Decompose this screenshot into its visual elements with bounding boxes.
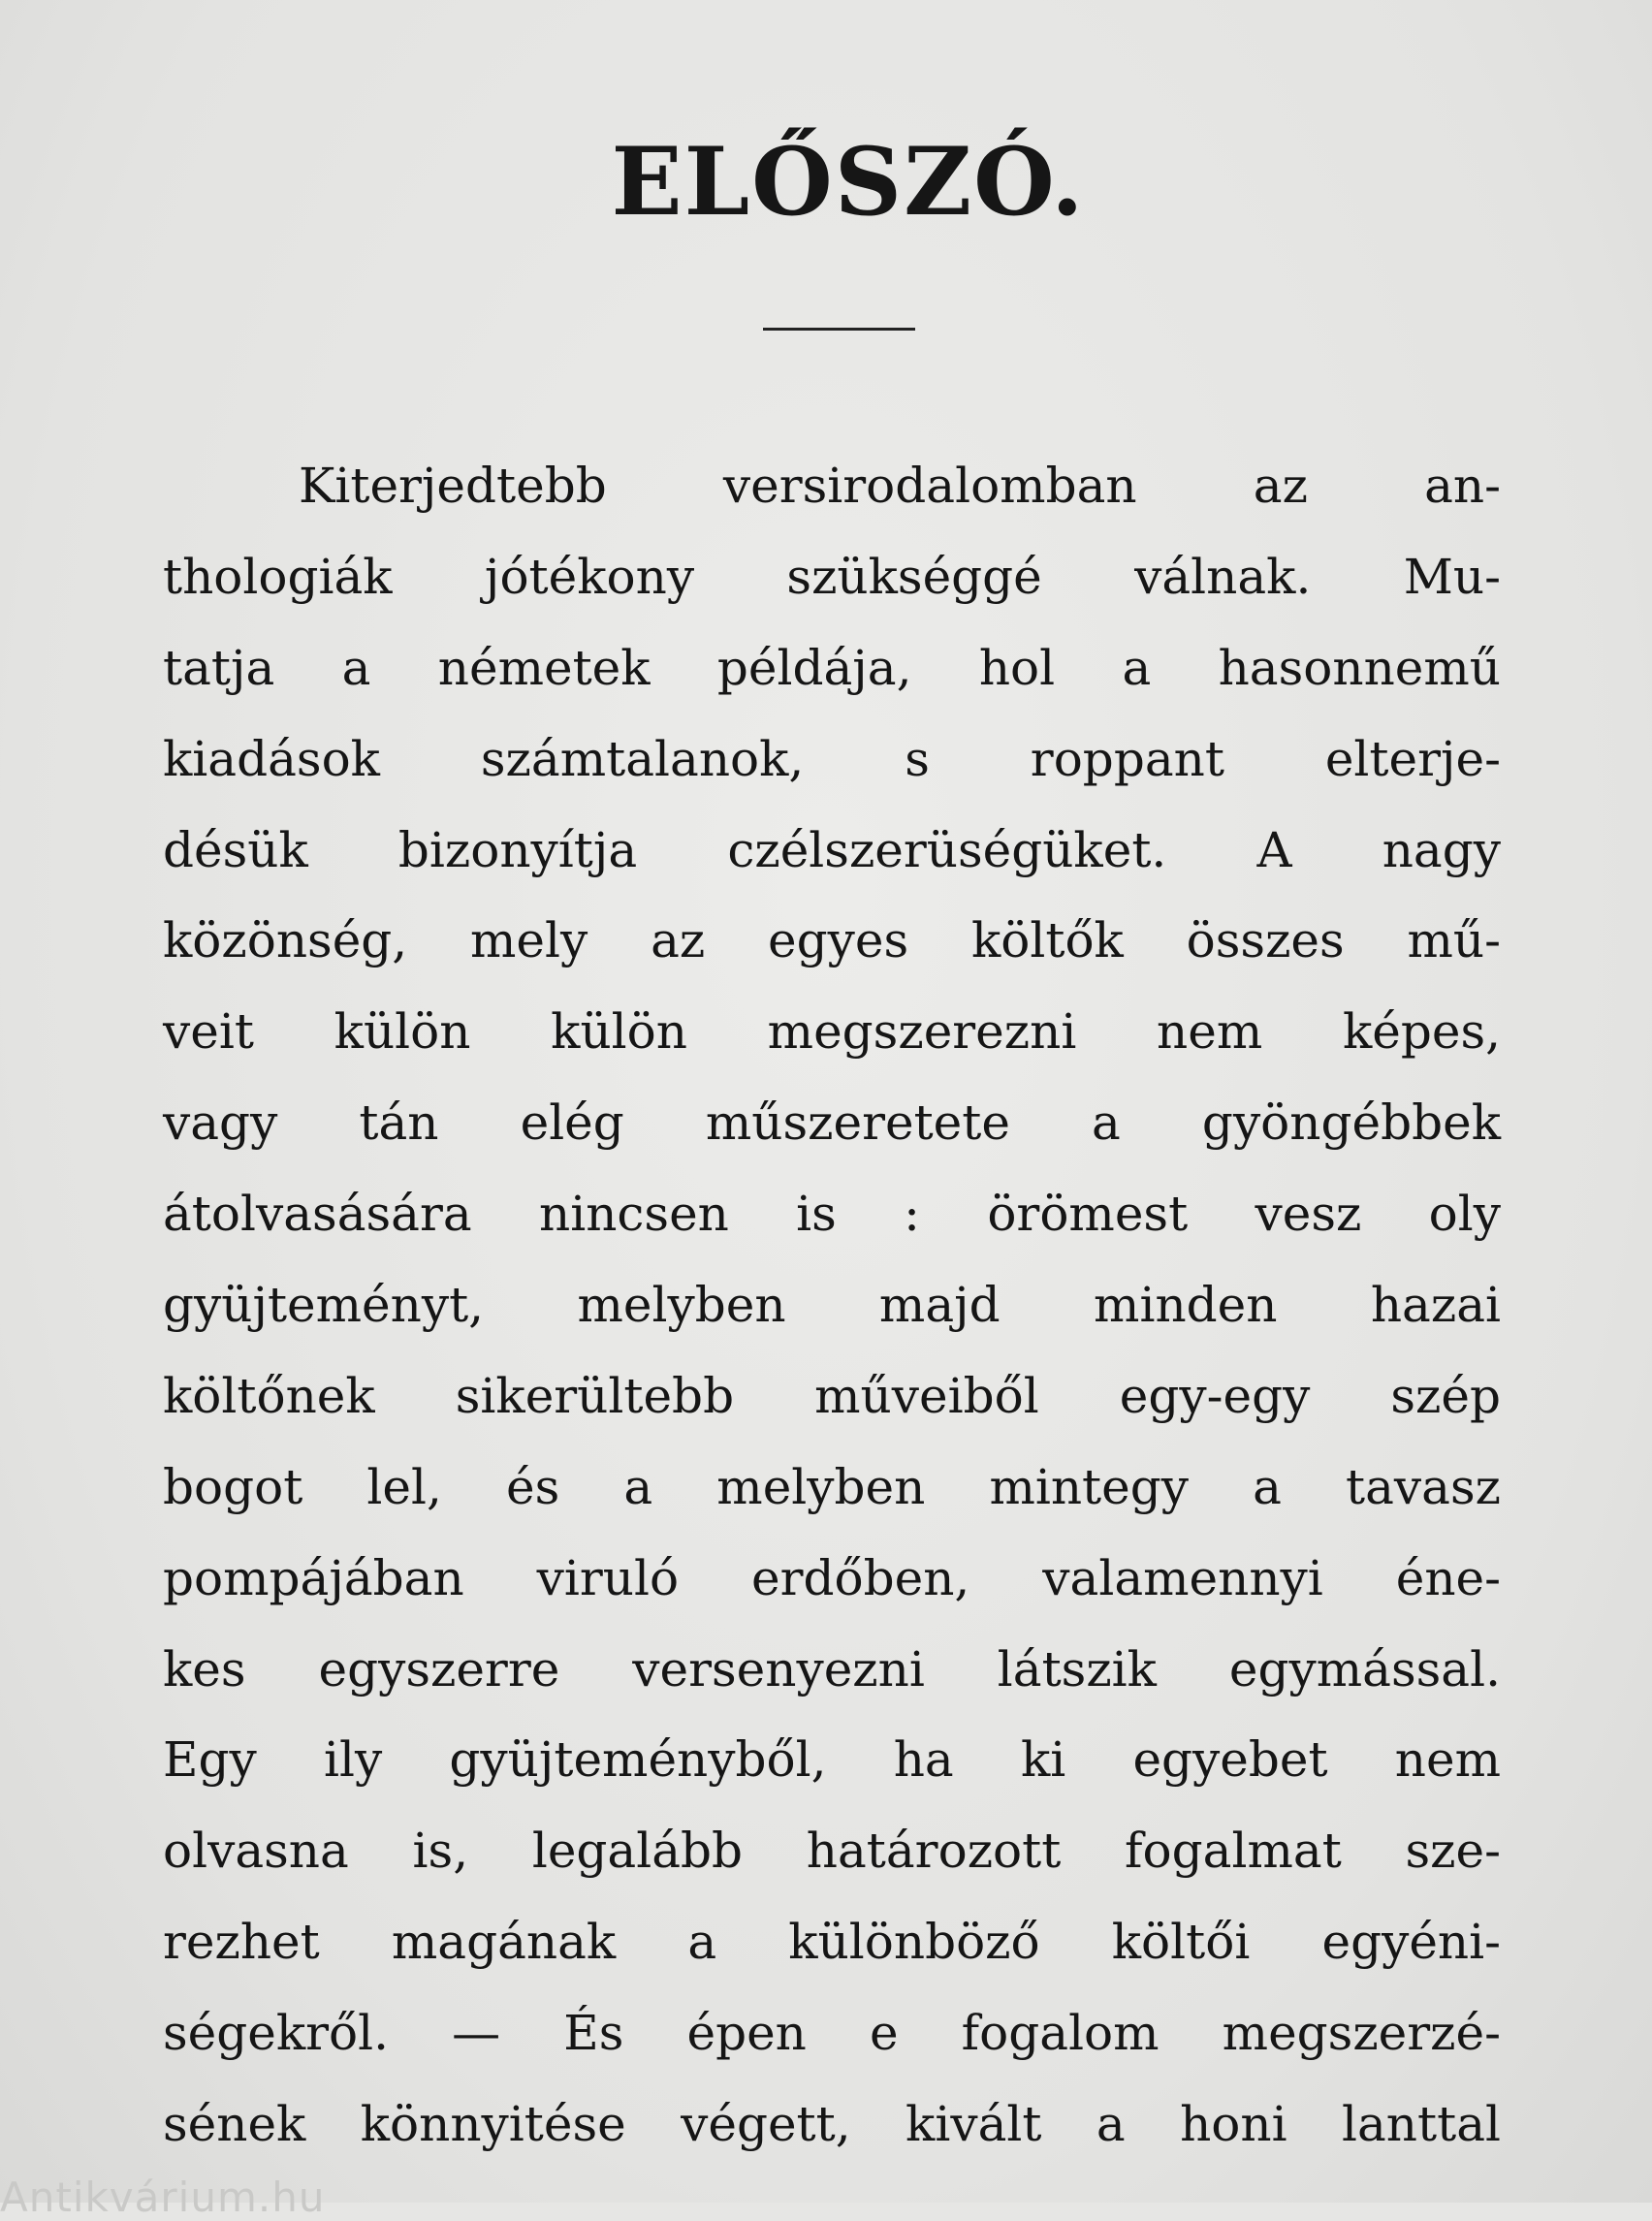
text-line: gyüjteményt, melyben majd minden hazai: [163, 1277, 1501, 1334]
text-line: bogot lel, és a melyben mintegy a tavasz: [163, 1458, 1501, 1515]
text-line: vagy tán elég műszeretete a gyöngébbek: [163, 1095, 1501, 1152]
text-line: tatja a németek példája, hol a hasonnemű: [163, 639, 1501, 696]
text-line: kiadások számtalanok, s roppant elterje-: [163, 730, 1501, 787]
page-title: ELŐSZÓ.: [611, 127, 1086, 237]
text-line: sének könnyitése végett, kivált a honi lanttal: [163, 2096, 1501, 2153]
preface-text: [163, 441, 1501, 2171]
text-line: Egy ily gyüjteményből, ha ki egyebet nem: [163, 1731, 1501, 1789]
text-line: veit külön külön megszerezni nem képes,: [163, 1003, 1501, 1061]
title-divider: [763, 328, 915, 331]
text-line: közönség, mely az egyes költők összes mű-: [163, 912, 1501, 969]
text-line: ségekről. — És épen e fogalom megszerzé-: [163, 2005, 1501, 2062]
text-line: kes egyszerre versenyezni látszik egymással.: [163, 1640, 1501, 1697]
text-line: Kiterjedtebb versirodalomban az an-: [299, 458, 1501, 514]
text-line: thologiák jótékony szükséggé válnak. Mu-: [163, 548, 1501, 605]
text-line: pompájában viruló erdőben, valamennyi éne-: [163, 1549, 1501, 1606]
text-line: költőnek sikerültebb műveiből egy-egy szép: [163, 1367, 1501, 1424]
text-line: rezhet magának a különböző költői egyéni-: [163, 1914, 1501, 1971]
text-line: átolvasására nincsen is : örömest vesz oly: [163, 1186, 1501, 1243]
text-line: olvasna is, legalább határozott fogalmat sze-: [163, 1823, 1501, 1880]
text-line: désük bizonyítja czélszerüségüket. A nagy: [163, 821, 1501, 878]
watermark: Antikvárium.hu: [0, 2173, 326, 2221]
